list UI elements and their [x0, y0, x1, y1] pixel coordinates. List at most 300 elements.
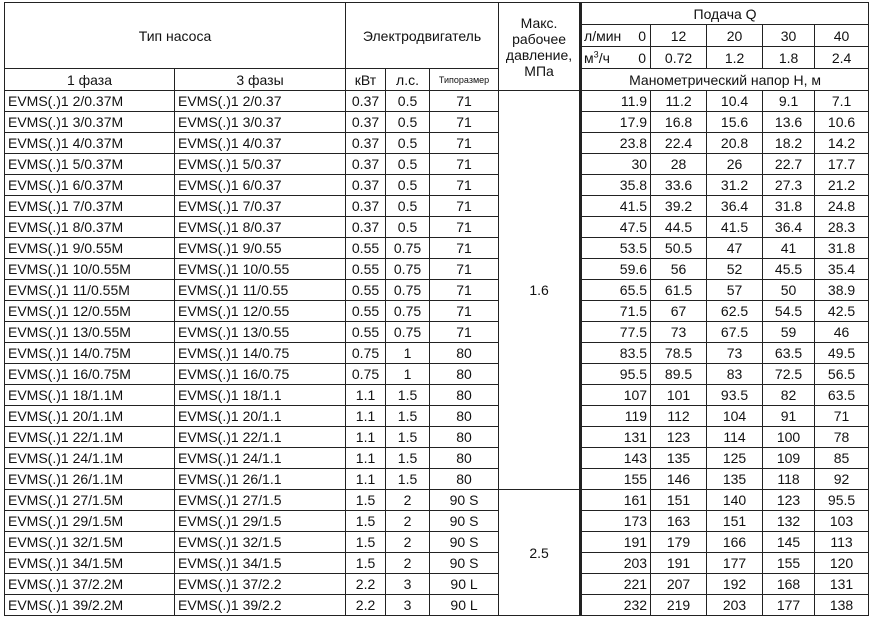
pump-1phase: EVMS(.)1 37/2.2M — [5, 574, 175, 595]
head-value: 232 — [581, 595, 651, 616]
motor-hp: 0.75 — [386, 259, 430, 280]
head-value: 132 — [763, 511, 815, 532]
motor-frame: 90 S — [430, 532, 499, 553]
head-value: 47.5 — [581, 217, 651, 238]
pump-1phase: EVMS(.)1 9/0.55M — [5, 238, 175, 259]
pump-1phase: EVMS(.)1 5/0.37M — [5, 154, 175, 175]
head-value: 83 — [707, 364, 763, 385]
head-value: 192 — [707, 574, 763, 595]
pump-1phase: EVMS(.)1 13/0.55M — [5, 322, 175, 343]
table-row — [5, 91, 869, 112]
head-value: 104 — [707, 406, 763, 427]
pump-3phase: EVMS(.)1 37/2.2 — [175, 574, 346, 595]
head-value: 177 — [707, 553, 763, 574]
flow-m3h-1: 0.72 — [651, 47, 707, 69]
motor-kw: 1.5 — [346, 532, 386, 553]
head-value: 10.6 — [815, 112, 869, 133]
head-value: 173 — [581, 511, 651, 532]
motor-kw: 0.37 — [346, 133, 386, 154]
pump-3phase: EVMS(.)1 5/0.37 — [175, 154, 346, 175]
head-value: 123 — [763, 490, 815, 511]
head-value: 155 — [581, 469, 651, 490]
motor-frame: 71 — [430, 280, 499, 301]
table-row — [5, 322, 869, 343]
table-row — [5, 154, 869, 175]
motor-frame: 71 — [430, 259, 499, 280]
pump-1phase: EVMS(.)1 27/1.5M — [5, 490, 175, 511]
pump-1phase: EVMS(.)1 32/1.5M — [5, 532, 175, 553]
spec-table-container — [4, 2, 868, 616]
motor-hp: 3 — [386, 574, 430, 595]
unit-m3h-base: м — [584, 49, 594, 66]
pump-3phase: EVMS(.)1 9/0.55 — [175, 238, 346, 259]
head-value: 143 — [581, 448, 651, 469]
table-row — [5, 133, 869, 154]
pump-1phase: EVMS(.)1 16/0.75M — [5, 364, 175, 385]
head-value: 38.9 — [815, 280, 869, 301]
pump-3phase: EVMS(.)1 18/1.1 — [175, 385, 346, 406]
motor-kw: 0.37 — [346, 196, 386, 217]
motor-hp: 0.5 — [386, 154, 430, 175]
head-value: 50 — [763, 280, 815, 301]
motor-kw: 0.55 — [346, 259, 386, 280]
head-value: 20.8 — [707, 133, 763, 154]
head-value: 207 — [651, 574, 707, 595]
head-value: 50.5 — [651, 238, 707, 259]
flow-m3h-0: 0 — [638, 49, 647, 66]
motor-hp: 1 — [386, 364, 430, 385]
motor-kw: 0.55 — [346, 301, 386, 322]
max-pressure-line: давление, — [505, 46, 573, 63]
motor-kw: 0.37 — [346, 91, 386, 112]
motor-frame: 71 — [430, 91, 499, 112]
max-pressure-line: Макс. — [520, 14, 558, 31]
head-value: 177 — [763, 595, 815, 616]
motor-frame: 80 — [430, 364, 499, 385]
head-value: 135 — [707, 469, 763, 490]
head-value: 27.3 — [763, 175, 815, 196]
table-body — [5, 91, 869, 616]
head-value: 138 — [815, 595, 869, 616]
head-value: 100 — [763, 427, 815, 448]
head-value: 13.6 — [763, 112, 815, 133]
head-value: 120 — [815, 553, 869, 574]
phase1-header: 1 фаза — [5, 69, 175, 91]
motor-kw: 0.55 — [346, 280, 386, 301]
motor-kw: 1.1 — [346, 406, 386, 427]
motor-hp: 2 — [386, 553, 430, 574]
table-row — [5, 217, 869, 238]
head-value: 161 — [581, 490, 651, 511]
pump-3phase: EVMS(.)1 13/0.55 — [175, 322, 346, 343]
table-row — [5, 511, 869, 532]
motor-frame: 90 L — [430, 595, 499, 616]
pump-1phase: EVMS(.)1 29/1.5M — [5, 511, 175, 532]
motor-hp: 1.5 — [386, 469, 430, 490]
head-value: 91 — [763, 406, 815, 427]
head-value: 145 — [763, 532, 815, 553]
head-value: 22.7 — [763, 154, 815, 175]
motor-hp: 3 — [386, 595, 430, 616]
motor-frame: 90 S — [430, 553, 499, 574]
pump-1phase: EVMS(.)1 22/1.1M — [5, 427, 175, 448]
motor-kw: 0.75 — [346, 364, 386, 385]
head-value: 28.3 — [815, 217, 869, 238]
head-value: 56.5 — [815, 364, 869, 385]
head-value: 221 — [581, 574, 651, 595]
table-row — [5, 490, 869, 511]
head-value: 26 — [707, 154, 763, 175]
head-value: 67 — [651, 301, 707, 322]
table-row — [5, 196, 869, 217]
head-value: 113 — [815, 532, 869, 553]
motor-kw: 0.37 — [346, 154, 386, 175]
pump-3phase: EVMS(.)1 6/0.37 — [175, 175, 346, 196]
head-value: 54.5 — [763, 301, 815, 322]
head-value: 191 — [581, 532, 651, 553]
head-value: 31.8 — [763, 196, 815, 217]
head-value: 57 — [707, 280, 763, 301]
head-value: 78 — [815, 427, 869, 448]
head-value: 179 — [651, 532, 707, 553]
head-value: 85 — [815, 448, 869, 469]
table-row — [5, 238, 869, 259]
pump-3phase: EVMS(.)1 14/0.75 — [175, 343, 346, 364]
table-row — [5, 364, 869, 385]
motor-frame: 71 — [430, 217, 499, 238]
pump-3phase: EVMS(.)1 7/0.37 — [175, 196, 346, 217]
pump-3phase: EVMS(.)1 8/0.37 — [175, 217, 346, 238]
table-row — [5, 406, 869, 427]
head-value: 14.2 — [815, 133, 869, 154]
pump-3phase: EVMS(.)1 39/2.2 — [175, 595, 346, 616]
motor-hp: 1.5 — [386, 385, 430, 406]
head-value: 140 — [707, 490, 763, 511]
pump-3phase: EVMS(.)1 16/0.75 — [175, 364, 346, 385]
head-value: 28 — [651, 154, 707, 175]
pump-1phase: EVMS(.)1 12/0.55M — [5, 301, 175, 322]
motor-frame: 71 — [430, 154, 499, 175]
head-value: 35.4 — [815, 259, 869, 280]
head-value: 41.5 — [581, 196, 651, 217]
pump-1phase: EVMS(.)1 39/2.2M — [5, 595, 175, 616]
head-value: 125 — [707, 448, 763, 469]
flow-lmin-0: 0 — [638, 27, 647, 44]
flow-lmin-2: 20 — [707, 25, 763, 47]
table-row — [5, 427, 869, 448]
max-pressure-value: 2.5 — [499, 490, 581, 616]
motor-header: Электродвигатель — [346, 3, 499, 69]
pump-1phase: EVMS(.)1 2/0.37M — [5, 91, 175, 112]
motor-hp: 1 — [386, 343, 430, 364]
head-value: 53.5 — [581, 238, 651, 259]
pump-3phase: EVMS(.)1 29/1.5 — [175, 511, 346, 532]
pump-3phase: EVMS(.)1 27/1.5 — [175, 490, 346, 511]
unit-m3h-label — [584, 50, 610, 66]
motor-kw: 0.37 — [346, 112, 386, 133]
motor-hp: 0.75 — [386, 238, 430, 259]
kw-header: кВт — [346, 69, 386, 91]
motor-hp: 0.5 — [386, 133, 430, 154]
head-value: 95.5 — [815, 490, 869, 511]
head-value: 219 — [651, 595, 707, 616]
head-value: 17.9 — [581, 112, 651, 133]
head-value: 166 — [707, 532, 763, 553]
motor-frame: 90 L — [430, 574, 499, 595]
head-value: 65.5 — [581, 280, 651, 301]
motor-hp: 0.75 — [386, 322, 430, 343]
motor-hp: 0.5 — [386, 196, 430, 217]
head-value: 45.5 — [763, 259, 815, 280]
hp-header: л.с. — [386, 69, 430, 91]
head-value: 83.5 — [581, 343, 651, 364]
motor-hp: 0.5 — [386, 112, 430, 133]
pump-1phase: EVMS(.)1 11/0.55M — [5, 280, 175, 301]
head-value: 61.5 — [651, 280, 707, 301]
motor-frame: 90 S — [430, 511, 499, 532]
head-value: 135 — [651, 448, 707, 469]
head-value: 191 — [651, 553, 707, 574]
pump-3phase: EVMS(.)1 34/1.5 — [175, 553, 346, 574]
motor-frame: 71 — [430, 301, 499, 322]
head-value: 52 — [707, 259, 763, 280]
head-value: 39.2 — [651, 196, 707, 217]
motor-kw: 1.1 — [346, 385, 386, 406]
head-value: 73 — [707, 343, 763, 364]
head-value: 62.5 — [707, 301, 763, 322]
table-row — [5, 553, 869, 574]
motor-kw: 0.75 — [346, 343, 386, 364]
motor-kw: 1.5 — [346, 490, 386, 511]
pump-1phase: EVMS(.)1 8/0.37M — [5, 217, 175, 238]
head-value: 107 — [581, 385, 651, 406]
head-value: 47 — [707, 238, 763, 259]
head-value: 30 — [581, 154, 651, 175]
motor-hp: 2 — [386, 511, 430, 532]
head-value: 131 — [815, 574, 869, 595]
head-value: 42.5 — [815, 301, 869, 322]
motor-frame: 71 — [430, 112, 499, 133]
motor-hp: 2 — [386, 532, 430, 553]
motor-frame: 71 — [430, 322, 499, 343]
motor-frame: 80 — [430, 406, 499, 427]
pump-1phase: EVMS(.)1 26/1.1M — [5, 469, 175, 490]
flow-m3h-2: 1.2 — [707, 47, 763, 69]
head-value: 103 — [815, 511, 869, 532]
head-value: 82 — [763, 385, 815, 406]
motor-hp: 0.5 — [386, 175, 430, 196]
table-header — [5, 3, 869, 91]
unit-lmin-label: л/мин — [584, 27, 622, 44]
frame-header: Типоразмер — [430, 69, 499, 91]
pump-1phase: EVMS(.)1 3/0.37M — [5, 112, 175, 133]
motor-hp: 0.5 — [386, 217, 430, 238]
head-value: 24.8 — [815, 196, 869, 217]
head-value: 31.8 — [815, 238, 869, 259]
max-pressure-header — [499, 3, 581, 91]
pump-1phase: EVMS(.)1 4/0.37M — [5, 133, 175, 154]
head-value: 155 — [763, 553, 815, 574]
head-value: 44.5 — [651, 217, 707, 238]
motor-hp: 1.5 — [386, 448, 430, 469]
head-value: 131 — [581, 427, 651, 448]
head-value: 71 — [815, 406, 869, 427]
head-value: 41 — [763, 238, 815, 259]
motor-kw: 2.2 — [346, 595, 386, 616]
head-value: 151 — [651, 490, 707, 511]
pump-1phase: EVMS(.)1 18/1.1M — [5, 385, 175, 406]
table-row — [5, 301, 869, 322]
pump-1phase: EVMS(.)1 14/0.75M — [5, 343, 175, 364]
head-value: 118 — [763, 469, 815, 490]
head-value: 92 — [815, 469, 869, 490]
pump-spec-table — [4, 2, 869, 616]
head-value: 73 — [651, 322, 707, 343]
motor-frame: 80 — [430, 343, 499, 364]
head-value: 59.6 — [581, 259, 651, 280]
head-value: 9.1 — [763, 91, 815, 112]
motor-frame: 71 — [430, 196, 499, 217]
head-label-header: Манометрический напор H, м — [581, 69, 869, 91]
motor-frame: 71 — [430, 238, 499, 259]
head-value: 21.2 — [815, 175, 869, 196]
head-value: 63.5 — [763, 343, 815, 364]
head-value: 89.5 — [651, 364, 707, 385]
flow-lmin-4: 40 — [815, 25, 869, 47]
motor-frame: 71 — [430, 133, 499, 154]
table-row — [5, 385, 869, 406]
table-row — [5, 112, 869, 133]
pump-type-header: Тип насоса — [5, 3, 346, 69]
motor-frame: 80 — [430, 448, 499, 469]
flow-lmin-1: 12 — [651, 25, 707, 47]
motor-frame: 71 — [430, 175, 499, 196]
head-value: 23.8 — [581, 133, 651, 154]
table-row — [5, 280, 869, 301]
pump-3phase: EVMS(.)1 3/0.37 — [175, 112, 346, 133]
head-value: 15.6 — [707, 112, 763, 133]
pump-3phase: EVMS(.)1 12/0.55 — [175, 301, 346, 322]
pump-3phase: EVMS(.)1 20/1.1 — [175, 406, 346, 427]
head-value: 35.8 — [581, 175, 651, 196]
max-pressure-value: 1.6 — [499, 91, 581, 490]
table-row — [5, 448, 869, 469]
motor-frame: 90 S — [430, 490, 499, 511]
flow-m3h-3: 1.8 — [763, 47, 815, 69]
max-pressure-line: МПа — [524, 62, 554, 79]
head-value: 41.5 — [707, 217, 763, 238]
motor-kw: 0.55 — [346, 322, 386, 343]
motor-hp: 1.5 — [386, 406, 430, 427]
head-value: 46 — [815, 322, 869, 343]
motor-frame: 80 — [430, 469, 499, 490]
head-value: 31.2 — [707, 175, 763, 196]
head-value: 56 — [651, 259, 707, 280]
unit-m3h-sup: 3 — [593, 48, 599, 59]
pump-1phase: EVMS(.)1 20/1.1M — [5, 406, 175, 427]
head-value: 203 — [581, 553, 651, 574]
motor-frame: 80 — [430, 385, 499, 406]
head-value: 67.5 — [707, 322, 763, 343]
motor-hp: 2 — [386, 490, 430, 511]
motor-hp: 0.75 — [386, 280, 430, 301]
table-row — [5, 343, 869, 364]
head-value: 59 — [763, 322, 815, 343]
head-value: 36.4 — [707, 196, 763, 217]
head-value: 7.1 — [815, 91, 869, 112]
pump-3phase: EVMS(.)1 22/1.1 — [175, 427, 346, 448]
pump-3phase: EVMS(.)1 26/1.1 — [175, 469, 346, 490]
pump-1phase: EVMS(.)1 24/1.1M — [5, 448, 175, 469]
pump-3phase: EVMS(.)1 10/0.55 — [175, 259, 346, 280]
head-value: 163 — [651, 511, 707, 532]
pump-3phase: EVMS(.)1 24/1.1 — [175, 448, 346, 469]
head-value: 146 — [651, 469, 707, 490]
flow-m3h-4: 2.4 — [815, 47, 869, 69]
motor-kw: 0.37 — [346, 175, 386, 196]
pump-1phase: EVMS(.)1 6/0.37M — [5, 175, 175, 196]
table-row — [5, 574, 869, 595]
motor-hp: 0.75 — [386, 301, 430, 322]
max-pressure-line: рабочее — [512, 30, 567, 47]
table-row — [5, 469, 869, 490]
motor-kw: 1.1 — [346, 469, 386, 490]
table-row — [5, 175, 869, 196]
table-row — [5, 259, 869, 280]
pump-1phase: EVMS(.)1 10/0.55M — [5, 259, 175, 280]
motor-hp: 1.5 — [386, 427, 430, 448]
flow-unit-m3h — [581, 47, 651, 69]
motor-kw: 1.1 — [346, 448, 386, 469]
pump-3phase: EVMS(.)1 11/0.55 — [175, 280, 346, 301]
head-value: 17.7 — [815, 154, 869, 175]
head-value: 16.8 — [651, 112, 707, 133]
head-value: 11.9 — [581, 91, 651, 112]
motor-kw: 0.37 — [346, 217, 386, 238]
pump-3phase: EVMS(.)1 4/0.37 — [175, 133, 346, 154]
flow-lmin-3: 30 — [763, 25, 815, 47]
head-value: 71.5 — [581, 301, 651, 322]
head-value: 119 — [581, 406, 651, 427]
pump-3phase: EVMS(.)1 2/0.37 — [175, 91, 346, 112]
phase3-header: 3 фазы — [175, 69, 346, 91]
head-value: 18.2 — [763, 133, 815, 154]
head-value: 10.4 — [707, 91, 763, 112]
pump-1phase: EVMS(.)1 7/0.37M — [5, 196, 175, 217]
head-value: 151 — [707, 511, 763, 532]
head-value: 11.2 — [651, 91, 707, 112]
motor-kw: 0.55 — [346, 238, 386, 259]
pump-1phase: EVMS(.)1 34/1.5M — [5, 553, 175, 574]
head-value: 95.5 — [581, 364, 651, 385]
head-value: 168 — [763, 574, 815, 595]
motor-hp: 0.5 — [386, 91, 430, 112]
flow-unit-lmin — [581, 25, 651, 47]
head-value: 36.4 — [763, 217, 815, 238]
motor-kw: 1.1 — [346, 427, 386, 448]
head-value: 78.5 — [651, 343, 707, 364]
unit-m3h-tail: /ч — [598, 49, 610, 66]
head-value: 112 — [651, 406, 707, 427]
head-value: 63.5 — [815, 385, 869, 406]
table-row — [5, 595, 869, 616]
head-value: 22.4 — [651, 133, 707, 154]
head-value: 77.5 — [581, 322, 651, 343]
head-value: 203 — [707, 595, 763, 616]
head-value: 72.5 — [763, 364, 815, 385]
head-value: 33.6 — [651, 175, 707, 196]
motor-kw: 1.5 — [346, 511, 386, 532]
